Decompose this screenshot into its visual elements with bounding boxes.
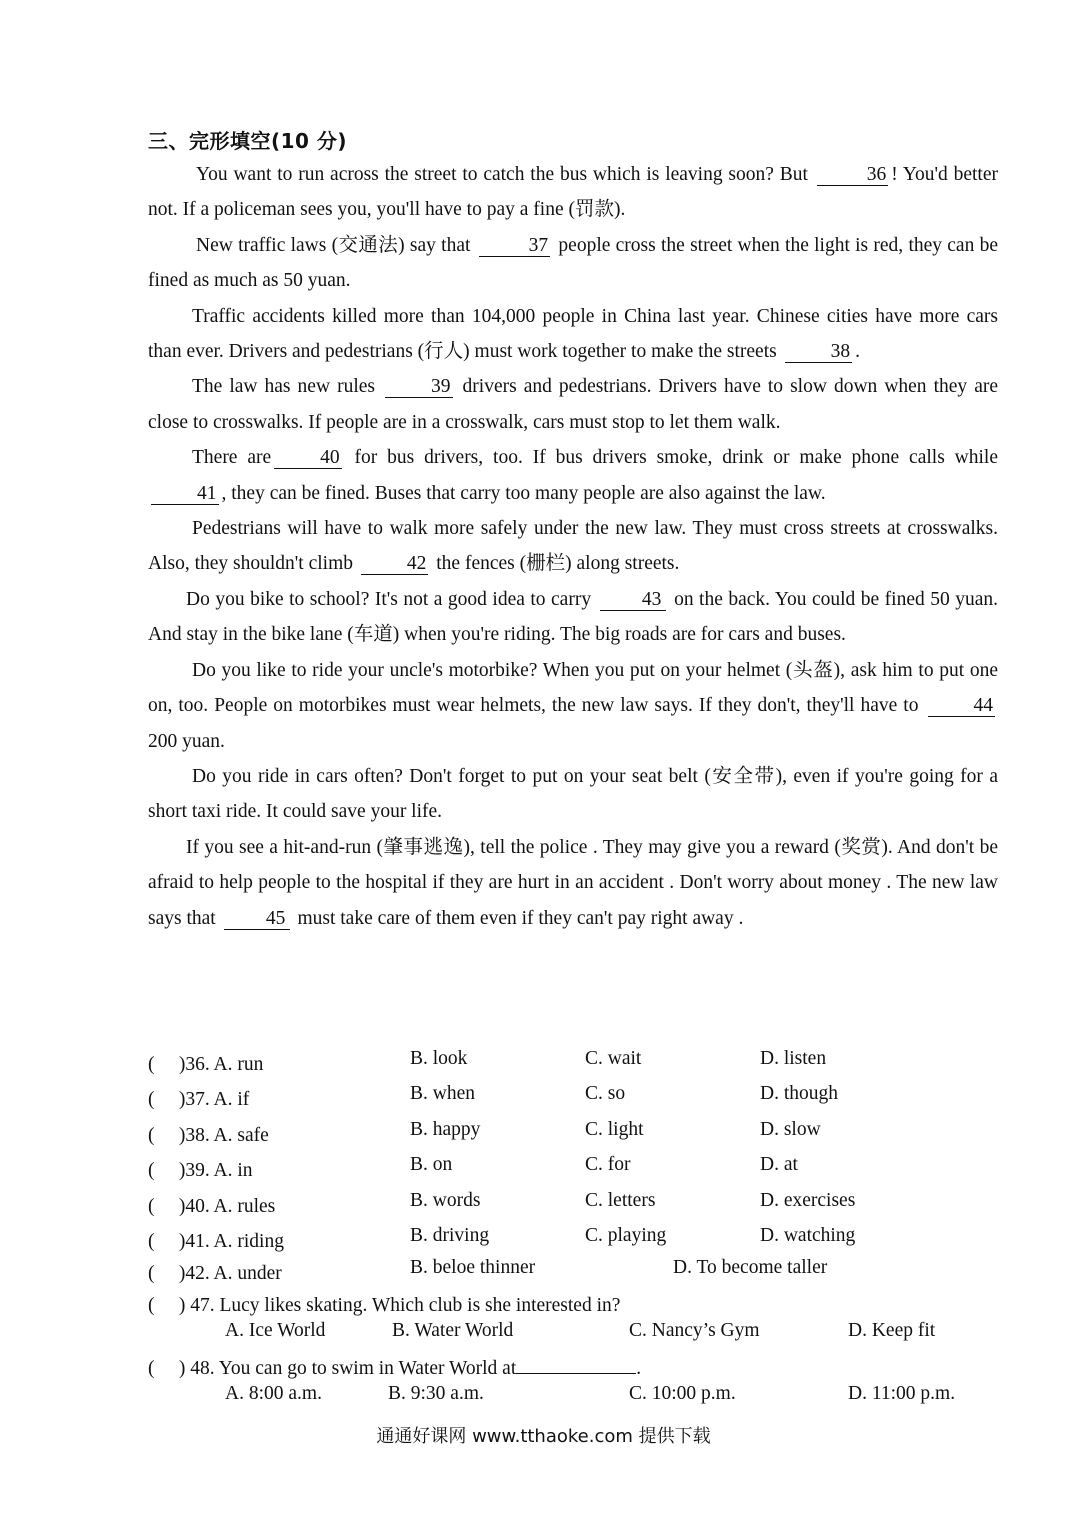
option-b: B. words xyxy=(410,1190,481,1211)
option-d: D. slow xyxy=(760,1119,821,1140)
question-row xyxy=(148,1083,998,1113)
question-row-42 xyxy=(148,1257,998,1287)
option-b: B. when xyxy=(410,1083,475,1104)
question-48-stem xyxy=(148,1352,641,1380)
option-q: ( )39. A. in xyxy=(148,1160,253,1181)
option-q: ( )40. A. rules xyxy=(148,1196,276,1217)
question-row xyxy=(148,1119,998,1149)
passage-text: must take care of them even if they can't pay right away . xyxy=(292,907,744,929)
passage-paragraph xyxy=(148,830,998,936)
option-b: B. on xyxy=(410,1154,453,1175)
passage-paragraph xyxy=(148,511,998,582)
question-47-c: C. Nancy’s Gym xyxy=(629,1320,760,1341)
option-q: ( )41. A. riding xyxy=(148,1231,284,1252)
question-42-d: D. To become taller xyxy=(673,1257,828,1278)
option-d: D. listen xyxy=(760,1048,827,1069)
passage-paragraph xyxy=(148,582,998,653)
passage-text: ! You'd better not. If a policeman sees you, you'll have to pay a fine (罚款). xyxy=(148,164,998,221)
question-47-a: A. Ice World xyxy=(225,1320,326,1341)
passage-text: If you see a hit-and-run (肇事逃逸), tell the police . They may give you a reward (奖赏). And don't be afraid to help people to the hospital if they are hurt in an accident . Don't worry about money . The new law says that xyxy=(148,836,998,929)
question-row xyxy=(148,1048,998,1078)
option-d: D. watching xyxy=(760,1225,856,1246)
passage-text: on the back. You could be fined 50 yuan. And stay in the bike lane (车道) when you're riding. The big roads are for cars and buses. xyxy=(148,588,998,646)
question-row-47 xyxy=(148,1320,998,1350)
question-48-b: B. 9:30 a.m. xyxy=(388,1383,484,1404)
answer-blank-38[interactable]: 38 xyxy=(785,342,853,363)
passage-paragraph xyxy=(148,653,998,759)
passage-text: You want to run across the street to catch the bus which is leaving soon? But xyxy=(196,164,814,185)
answer-blank-36[interactable]: 36 xyxy=(817,165,889,186)
passage-text: Traffic accidents killed more than 104,000 people in China last year. Chinese cities have more cars than ever. Drivers and pedestrians (行人) must work together to make the streets xyxy=(148,305,998,363)
option-c: C. so xyxy=(585,1083,626,1104)
passage-text: New traffic laws (交通法) say that xyxy=(196,234,476,256)
answer-blank-48[interactable] xyxy=(516,1355,636,1374)
option-q: ( )36. A. run xyxy=(148,1054,264,1075)
question-48-a: A. 8:00 a.m. xyxy=(225,1383,322,1404)
question-row xyxy=(148,1225,998,1255)
passage-paragraph xyxy=(148,440,998,511)
question-48-text: ( ) 48. You can go to swim in Water World at xyxy=(148,1358,517,1379)
option-c: C. wait xyxy=(585,1048,642,1069)
option-c: C. for xyxy=(585,1154,631,1175)
passage-paragraph xyxy=(148,369,998,440)
passage-paragraph xyxy=(148,228,998,299)
passage-paragraph xyxy=(148,759,998,830)
question-row-48 xyxy=(148,1383,998,1413)
option-b: B. look xyxy=(410,1048,468,1069)
option-d: D. at xyxy=(760,1154,798,1175)
answer-blank-40[interactable]: 40 xyxy=(274,448,342,469)
answer-blank-43[interactable]: 43 xyxy=(600,590,666,611)
passage-text: The law has new rules xyxy=(192,376,383,398)
passage-text: the fences (栅栏) along streets. xyxy=(431,553,680,575)
option-q: ( )37. A. if xyxy=(148,1089,250,1110)
question-row xyxy=(148,1190,998,1220)
passage-text: Pedestrians will have to walk more safely under the new law. They must cross streets at crosswalks. Also, they shouldn't climb xyxy=(148,518,998,575)
passage-text: people cross the street when the light is red, they can be fined as much as 50 yuan. xyxy=(148,234,998,292)
answer-blank-37[interactable]: 37 xyxy=(479,236,551,257)
question-42-b: B. beloe thinner xyxy=(410,1257,536,1278)
question-47-stem: ( ) 47. Lucy likes skating. Which club is she interested in? xyxy=(148,1295,621,1316)
question-row xyxy=(148,1154,998,1184)
answer-blank-39[interactable]: 39 xyxy=(385,377,453,398)
question-47-b: B. Water World xyxy=(392,1320,514,1341)
passage-text: drivers and pedestrians. Drivers have to slow down when they are close to crosswalks. If people are in a crosswalk, cars must stop to let them walk. xyxy=(148,376,998,433)
passage-text: There are xyxy=(192,447,272,469)
option-d: D. though xyxy=(760,1083,838,1104)
answer-blank-41[interactable]: 41 xyxy=(151,484,219,505)
cloze-passage xyxy=(148,157,998,936)
passage-text: . xyxy=(855,341,860,363)
passage-text: , they can be fined. Buses that carry too many people are also against the law. xyxy=(221,482,826,504)
answer-blank-42[interactable]: 42 xyxy=(361,554,429,575)
option-b: B. driving xyxy=(410,1225,490,1246)
question-48-c: C. 10:00 p.m. xyxy=(629,1383,736,1404)
option-c: C. letters xyxy=(585,1190,656,1211)
passage-text: Do you ride in cars often? Don't forget to put on your seat belt (安全带), even if you're going for a short taxi ride. It could save your life. xyxy=(148,765,998,823)
question-48-d: D. 11:00 p.m. xyxy=(848,1383,956,1404)
passage-text: Do you bike to school? It's not a good idea to carry xyxy=(186,588,597,610)
passage-text: 200 yuan. xyxy=(148,730,225,752)
passage-text: Do you like to ride your uncle's motorbike? When you put on your helmet (头盔), ask him to put one on, too. People on motorbikes must wear helmets, the new law says. If they don't, they'll have to xyxy=(148,659,998,717)
passage-paragraph xyxy=(148,299,998,370)
option-q: ( )38. A. safe xyxy=(148,1125,269,1146)
footer-credit: 通通好课网 www.tthaoke.com 提供下载 xyxy=(376,1426,711,1447)
option-d: D. exercises xyxy=(760,1190,856,1211)
question-42-a: ( )42. A. under xyxy=(148,1263,282,1284)
option-b: B. happy xyxy=(410,1119,481,1140)
answer-blank-45[interactable]: 45 xyxy=(224,909,290,930)
answer-blank-44[interactable]: 44 xyxy=(928,696,996,717)
passage-paragraph xyxy=(148,157,998,228)
question-47-d: D. Keep fit xyxy=(848,1320,936,1341)
question-48-end: . xyxy=(636,1358,642,1379)
option-c: C. playing xyxy=(585,1225,667,1246)
section-heading: 三、完形填空(10 分) xyxy=(148,129,348,153)
option-c: C. light xyxy=(585,1119,644,1140)
passage-text: for bus drivers, too. If bus drivers smoke, drink or make phone calls while xyxy=(344,447,998,469)
